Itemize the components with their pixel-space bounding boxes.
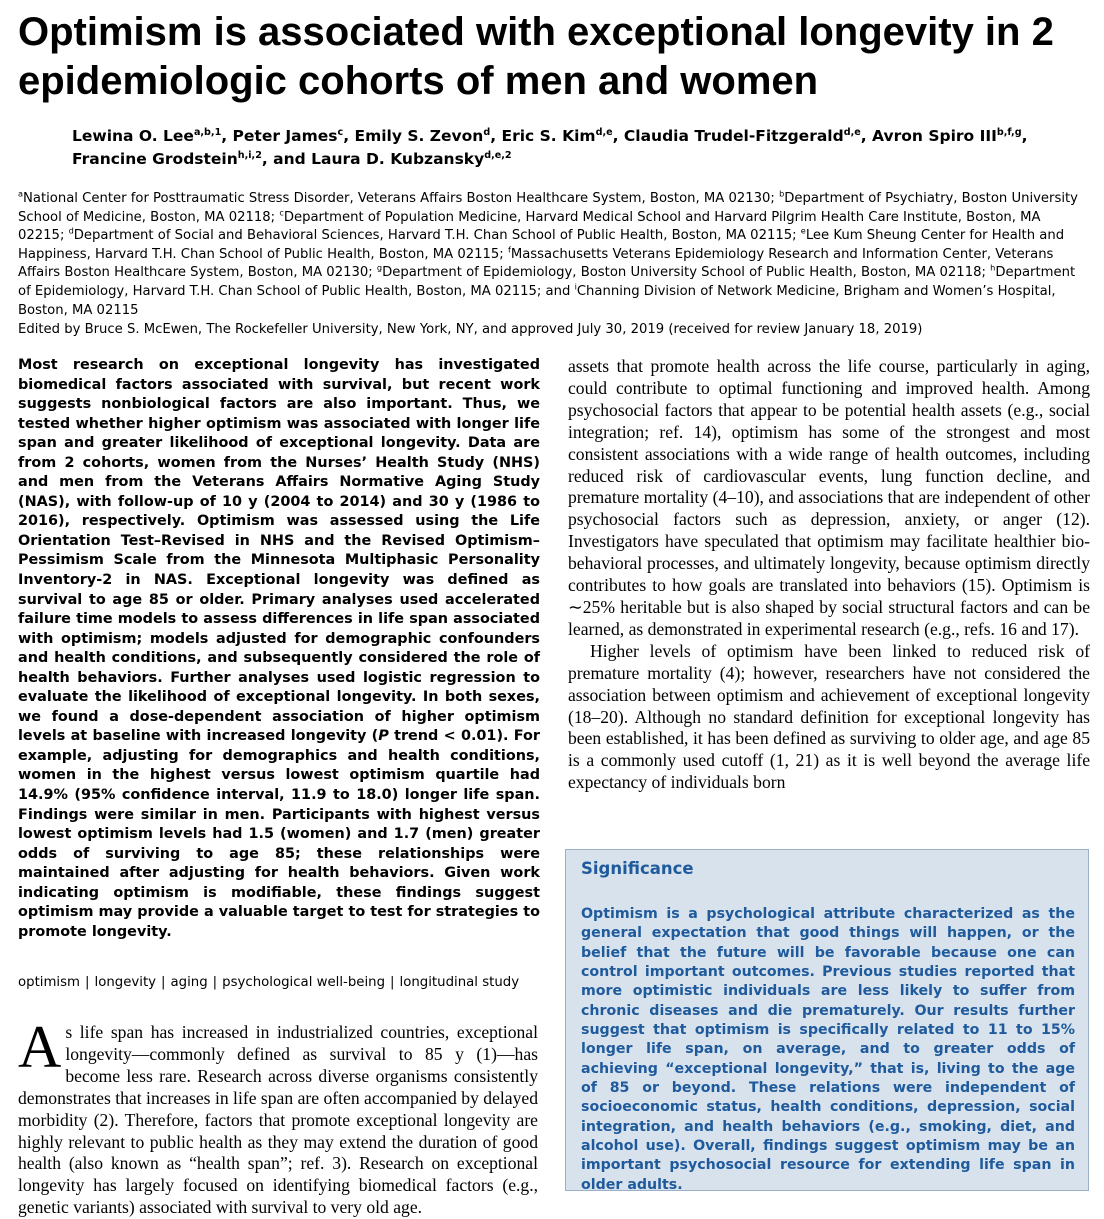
keyword[interactable]: longitudinal study bbox=[399, 975, 520, 990]
keyword[interactable]: longevity bbox=[94, 975, 157, 990]
abstract: Most research on exceptional longevity has investigated biomedical factors associated with survival, but recent work suggests nonbiological factors are also important. Thus, we tested whether higher optimism was associated with longer life span and greater likelihood of exceptional longevity. Data are from 2 cohorts, women from the Nurses’ Health Study (NHS) and men from the Veterans Affairs Normative Aging Study (NAS), with follow-up of 10 y (2004 to 2014) and 30 y (1986 to 2016), respectively. Optimism was assessed using the Life Orientation Test–Revised in NHS and the Revised Optimism–Pessimism Scale from the Minnesota Multiphasic Personality Inventory-2 in NAS. Exceptional longevity was defined as survival to age 85 or older. Primary analyses used accelerated failure time models to assess differences in life span associated with optimism; models adjusted for demographic confounders and health conditions, and subsequently considered the role of health behaviors. Further analyses used logistic regression to evaluate the likelihood of exceptional longevity. In both sexes, we found a dose-dependent association of higher optimism levels at baseline with increased longevity (P trend < 0.01). For example, adjusting for demographics and health conditions, women in the highest versus lowest optimism quartile had 14.9% (95% confidence interval, 11.9 to 18.0) longer life span. Findings were similar in men. Participants with highest versus lowest optimism levels had 1.5 (women) and 1.7 (men) greater odds of surviving to age 85; these relationships were maintained after adjusting for health behaviors. Given work indicating optimism is modifiable, these findings suggest optimism may provide a valuable target to test for strategies to promote longevity. bbox=[18, 357, 540, 940]
affiliations: $^a$National Center for Posttraumatic Stress Disorder, Veterans Affairs Boston Healthcare System, Boston, MA 02130; $^b$Department of Psychiatry, Boston University School of Medicine, Boston, MA 02118; $^c$Department of Population Medicine, Harvard Medical School and Harvard Pilgrim Health Care Institute, Boston, MA 02215; $^d$Department of Social and Behavioral Sciences, Harvard T.H. Chan School of Public Health, Boston, MA 02115; $^e$Lee Kum Sheung Center for Health and Happiness, Harvard T.H. Chan School of Public Health, Boston, MA 02115; $^f$Massachusetts Veterans Epidemiology Research and Information Center, Veterans Affairs Boston Healthcare System, Boston, MA 02130; $^g$Department of Epidemiology, Boston University School of Public Health, Boston, MA 02118; $^h$Department of Epidemiology, Harvard T.H. Chan School of Public Health, Boston, MA 02115; and $^i$Channing Division of Network Medicine, Brigham and Women’s Hospital, Boston, MA 02115 bbox=[18, 188, 1078, 318]
keyword[interactable]: aging bbox=[170, 975, 208, 990]
author[interactable]: Eric S. Kim$^{d,e}$ bbox=[501, 126, 613, 145]
introduction-text: As life span has increased in industrialized countries, exceptional longevity—commonly defined as survival to 85 y (1)—has become less rare. Research across diverse organisms consistently demonstrates that increases in life span are often accompanied by delayed morbidity (2). Therefore, factors that promote exceptional longevity are highly relevant to public health as they may extend the duration of good health (also known as “health span”; ref. 3). Research on exceptional longevity has largely focused on identifying biomedical factors (e.g., genetic variants) associated with survival to very old age. bbox=[18, 1014, 538, 1218]
author[interactable]: Francine Grodstein$^{h,i,2}$ bbox=[72, 149, 262, 168]
author[interactable]: Peter James$^c$ bbox=[232, 126, 344, 145]
paper-title: Optimism is associated with exceptional longevity in 2 epidemiologic cohorts of men and women bbox=[18, 10, 1054, 103]
author[interactable]: Claudia Trudel-Fitzgerald$^{d,e}$ bbox=[623, 126, 861, 145]
keyword[interactable]: optimism bbox=[18, 975, 81, 990]
body-paragraph: assets that promote health across the life course, particularly in aging, could contribute to optimal functioning and improved health. Among psychosocial factors that appear to be potential health assets (e.g., social integration; ref. 14), optimism has some of the strongest and most consistent associations with a wide range of health outcomes, including reduced risk of cardiovascular events, lung function decline, and premature mortality (4–10), and associations that are independent of other psychosocial factors such as depression, anxiety, or anger (12). Investigators have speculated that optimism may facilitate healthier biobehavioral processes, and ultimately longevity, because optimism directly contributes to how goals are translated into behaviors (15). Optimism is ∼25% heritable but is also shaped by social structural factors and can be learned, as demonstrated in experimental research (e.g., refs. 16 and 17). bbox=[568, 356, 1090, 639]
author[interactable]: Avron Spiro III$^{b,f,g}$ bbox=[872, 126, 1022, 145]
body-paragraph: Higher levels of optimism have been linked to reduced risk of premature mortality (4); however, researchers have not considered the association between optimism and achievement of exceptional longevity (18–20). Although no standard definition for exceptional longevity has been established, it has been defined as surviving to older age, and age 85 is a commonly used cutoff (1, 21) as it is well beyond the average life expectancy of individuals born bbox=[568, 640, 1090, 793]
drop-cap: A bbox=[18, 1014, 62, 1080]
keyword[interactable]: psychological well-being bbox=[222, 975, 386, 990]
body-right-column bbox=[568, 356, 1090, 794]
author-list: Lewina O. Lee$^{a,b,1}$, Peter James$^c$, Emily S. Zevon$^d$, Eric S. Kim$^{d,e}$, Claudia Trudel-Fitzgerald$^{d,e}$, Avron Spiro III$^{b,f,g}$, Francine Grodstein$^{h,i,2}$, and Laura D. Kubzansky$^{d,e,2}$ bbox=[72, 126, 1028, 168]
significance-text: Optimism is a psychological attribute characterized as the general expectation that good things will happen, or the belief that the future will be favorable because one can control important outcomes. Previous studies reported that more optimistic individuals are less likely to suffer from chronic diseases and die prematurely. Our results further suggest that optimism is specifically related to 11 to 15% longer life span, on average, and to greater odds of achieving “exceptional longevity,” that is, living to the age of 85 or beyond. These relations were independent of socioeconomic status, health conditions, depression, social integration, and health behaviors (e.g., smoking, diet, and alcohol use). Overall, findings suggest optimism may be an important psychosocial resource for extending life span in older adults. bbox=[581, 906, 1075, 1193]
significance-box bbox=[565, 849, 1089, 1191]
author[interactable]: Laura D. Kubzansky$^{d,e,2}$ bbox=[311, 149, 512, 168]
author[interactable]: Lewina O. Lee$^{a,b,1}$ bbox=[72, 126, 222, 145]
keywords: optimism | longevity | aging | psychological well-being | longitudinal study bbox=[18, 975, 520, 990]
edited-by-line: Edited by Bruce S. McEwen, The Rockefeller University, New York, NY, and approved July 30, 2019 (received for review January 18, 2019) bbox=[18, 322, 923, 337]
significance-heading: Significance bbox=[581, 859, 694, 878]
author[interactable]: Emily S. Zevon$^d$ bbox=[354, 126, 491, 145]
